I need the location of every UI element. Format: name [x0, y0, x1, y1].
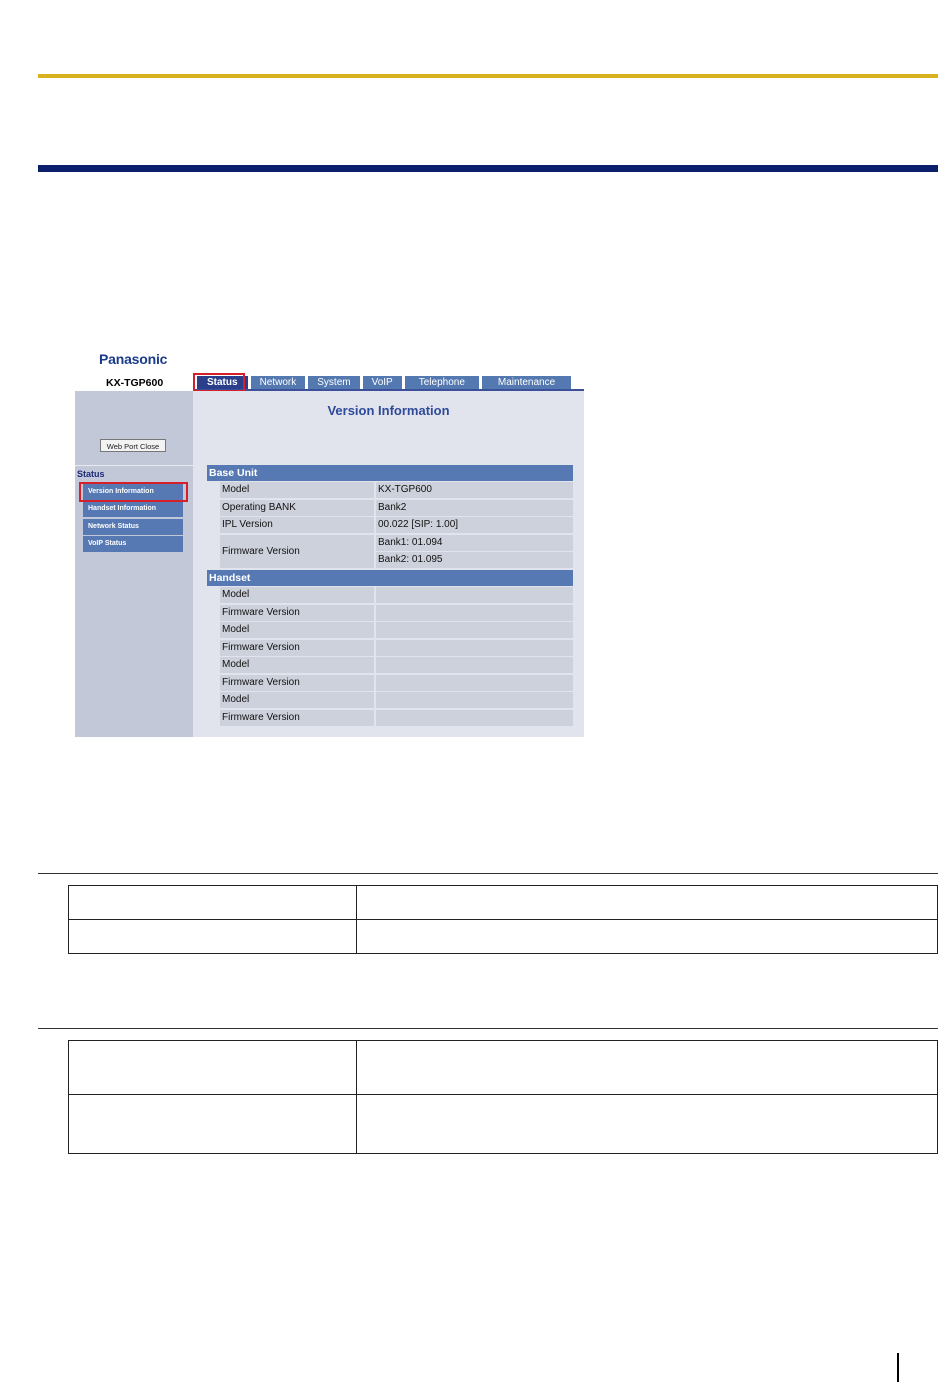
base-model-value: KX-TGP600 [376, 482, 573, 498]
sidebar-section-title: Status [77, 469, 105, 479]
doc-table-1 [68, 885, 938, 954]
base-unit-heading: Base Unit [207, 465, 573, 481]
handset-row-label: Model [220, 657, 374, 673]
web-ui-screenshot [75, 345, 584, 737]
sidebar-item-voip-status[interactable]: VoIP Status [83, 536, 183, 552]
table-cell [357, 920, 938, 954]
handset-row-value [376, 640, 573, 656]
handset-row-value [376, 710, 573, 726]
table-row [69, 920, 938, 954]
handset-row-value [376, 605, 573, 621]
ipl-version-value: 00.022 [SIP: 1.00] [376, 517, 573, 533]
sidebar-item-network-status[interactable]: Network Status [83, 519, 183, 535]
header-gold-rule [38, 74, 938, 78]
web-port-close-button[interactable]: Web Port Close [100, 439, 166, 452]
table-cell [357, 1095, 938, 1154]
sidebar-item-handset-information[interactable]: Handset Information [83, 501, 183, 517]
handset-row-label: Model [220, 587, 374, 603]
table-row [69, 886, 938, 920]
operating-bank-label: Operating BANK [220, 500, 374, 516]
header-navy-rule [38, 165, 938, 172]
handset-row-value [376, 622, 573, 638]
table-cell [357, 886, 938, 920]
table-cell [69, 1041, 357, 1095]
base-model-label: Model [220, 482, 374, 498]
handset-row-value [376, 692, 573, 708]
tab-bar [197, 376, 571, 390]
sidebar-item-version-information[interactable]: Version Information [83, 484, 183, 500]
table-row [69, 1041, 938, 1095]
sidebar [75, 391, 193, 737]
ipl-version-label: IPL Version [220, 517, 374, 533]
tab-system[interactable]: System [308, 376, 359, 390]
firmware-bank1-value: Bank1: 01.094 [376, 535, 573, 551]
section-rule-1 [38, 873, 938, 874]
handset-row-label: Firmware Version [220, 640, 374, 656]
sidebar-divider [75, 465, 193, 466]
main-content [193, 391, 584, 737]
tab-maintenance[interactable]: Maintenance [482, 376, 571, 390]
brand-logo: Panasonic [99, 351, 168, 367]
version-info-highlight [79, 482, 188, 502]
handset-heading: Handset [207, 570, 573, 586]
tab-telephone[interactable]: Telephone [405, 376, 479, 390]
table-cell [357, 1041, 938, 1095]
table-cell [69, 886, 357, 920]
page-title: Version Information [327, 403, 450, 418]
section-rule-2 [38, 1028, 938, 1029]
firmware-bank2-value: Bank2: 01.095 [376, 552, 573, 568]
handset-row-label: Model [220, 692, 374, 708]
doc-table-2 [68, 1040, 938, 1154]
status-tab-highlight [193, 373, 245, 392]
tab-status[interactable]: Status [197, 376, 248, 390]
table-row [69, 1095, 938, 1154]
handset-row-label: Firmware Version [220, 675, 374, 691]
handset-row-value [376, 587, 573, 603]
handset-row-value [376, 675, 573, 691]
handset-row-label: Firmware Version [220, 605, 374, 621]
handset-row-label: Firmware Version [220, 710, 374, 726]
tab-network[interactable]: Network [251, 376, 306, 390]
tab-voip[interactable]: VoIP [363, 376, 402, 390]
handset-row-label: Model [220, 622, 374, 638]
handset-row-value [376, 657, 573, 673]
model-name: KX-TGP600 [106, 377, 164, 389]
table-cell [69, 920, 357, 954]
operating-bank-value: Bank2 [376, 500, 573, 516]
page-marker-bar [897, 1353, 899, 1382]
firmware-version-label: Firmware Version [220, 535, 374, 568]
table-cell [69, 1095, 357, 1154]
